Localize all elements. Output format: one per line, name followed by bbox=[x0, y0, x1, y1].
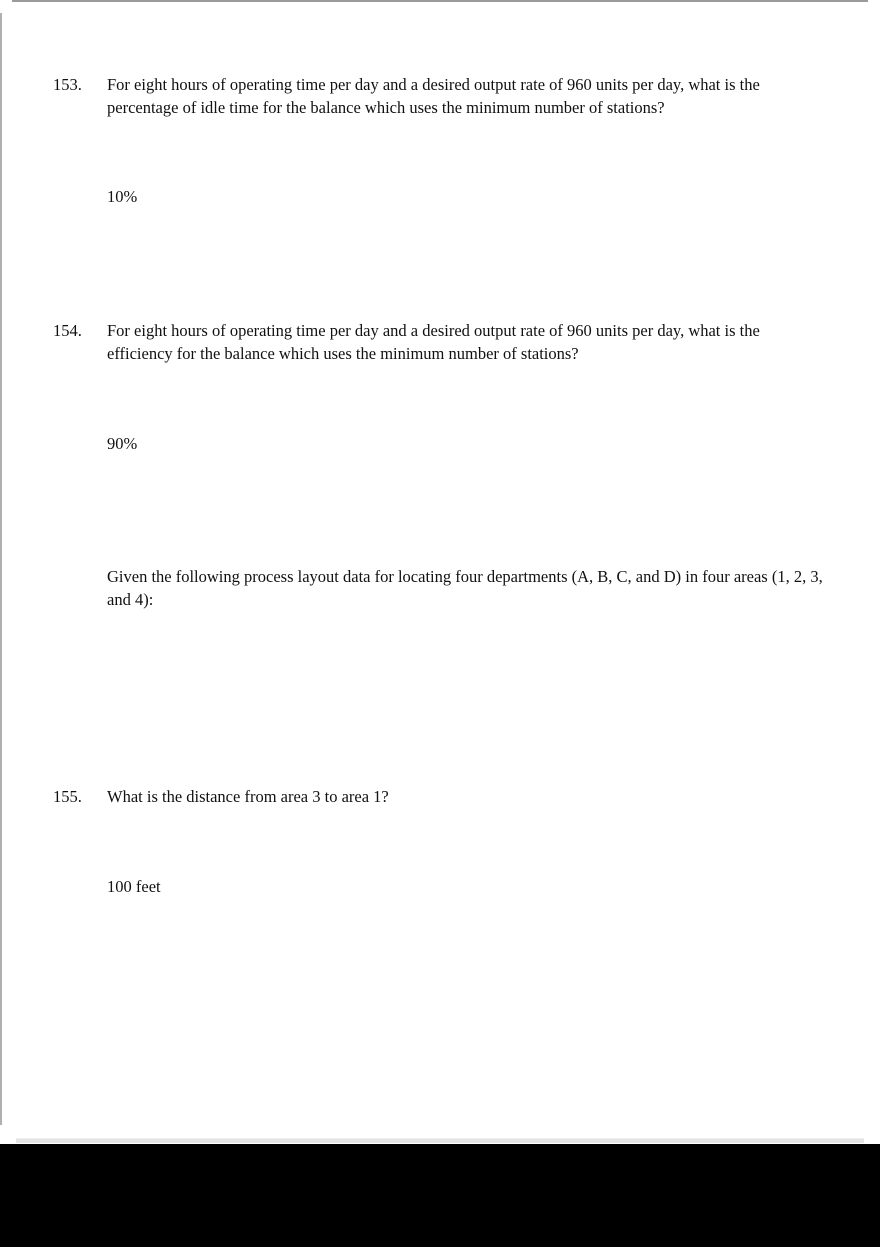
question-number: 155. bbox=[53, 787, 82, 806]
answer-155: 100 feet bbox=[107, 877, 161, 896]
answer-154: 90% bbox=[107, 434, 138, 453]
question-text: What is the distance from area 3 to area 1? bbox=[107, 787, 389, 806]
question-number: 153. bbox=[53, 75, 82, 94]
question-text: For eight hours of operating time per day and a desired output rate of 960 units per day, what is the percentage of idle time for the balance which uses the minimum number of stations? bbox=[107, 75, 760, 117]
top-border bbox=[12, 0, 868, 2]
bottom-scroll-bar bbox=[16, 1138, 864, 1143]
answer-153: 10% bbox=[107, 187, 138, 206]
question-number: 154. bbox=[53, 321, 82, 340]
question-text: For eight hours of operating time per day and a desired output rate of 960 units per day, what is the efficiency for the balance which uses the minimum number of stations? bbox=[107, 321, 760, 363]
intro-text: Given the following process layout data for locating four departments (A, B, C, and D) in four areas (1, 2, 3, and 4): bbox=[107, 567, 823, 609]
left-border bbox=[0, 13, 2, 1125]
